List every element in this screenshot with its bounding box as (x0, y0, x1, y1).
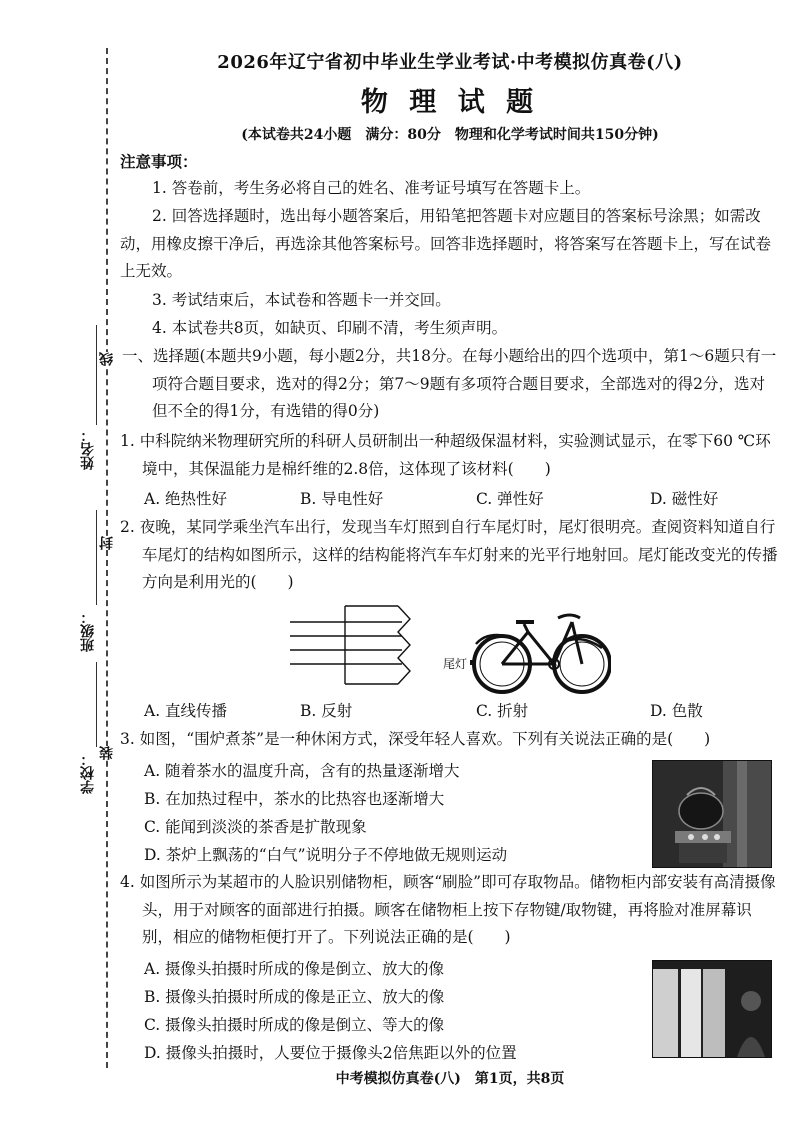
question-1-option-d[interactable]: D. 磁性好 (650, 490, 719, 508)
tail-light-label: 尾灯 (443, 657, 468, 671)
section-1-heading: 一、选择题(本题共9小题，每小题2分，共18分。在每小题给出的四个选项中，第1～6题只有一项符合题目要求，选对的得2分；第7～9题有多项符合题目要求，全部选对的得2分，选对但不全的得1分，有选错的得0分) (122, 347, 777, 420)
question-4-option-b[interactable]: B. 摄像头拍摄时所成的像是正立、放大的像 (144, 988, 445, 1006)
exam-title: 2026年辽宁省初中毕业生学业考试·中考模拟仿真卷(八) (217, 52, 683, 73)
question-2-stem: 2. 夜晚，某同学乘坐汽车出行，发现当车灯照到自行车尾灯时，尾灯很明亮。查阅资料知道自行车尾灯的结构如图所示，这样的结构能将汽车车灯射来的光平行地射回。尾灯能改变光的传播方向是利用光的( ) (120, 518, 778, 591)
question-1-option-a[interactable]: A. 绝热性好 (144, 490, 228, 508)
binding-mark-seal: 封 (99, 536, 115, 550)
school-blank[interactable] (96, 662, 97, 747)
question-4-option-d[interactable]: D. 摄像头拍摄时，人要位于摄像头2倍焦距以外的位置 (144, 1044, 517, 1062)
question-2-option-a[interactable]: A. 直线传播 (144, 702, 228, 720)
question-1-option-c[interactable]: C. 弹性好 (476, 490, 544, 508)
class-blank[interactable] (96, 510, 97, 605)
binding-margin (0, 0, 125, 1131)
page-footer: 中考模拟仿真卷(八) 第1页，共8页 (335, 1071, 565, 1087)
notice-heading: 注意事项： (120, 152, 198, 171)
question-2-option-d[interactable]: D. 色散 (650, 702, 703, 720)
binding-mark-tie: 装 (99, 746, 115, 760)
class-label: 班级： (80, 610, 96, 652)
question-2-option-b[interactable]: B. 反射 (300, 702, 353, 720)
subject-title: 物 理 试 题 (360, 87, 540, 118)
question-4-stem: 4. 如图所示为某超市的人脸识别储物柜，顾客“刷脸”即可存取物品。储物柜内部安装有高清摄像头，用于对顾客的面部进行拍摄。顾客在储物柜上按下存物键/取物键，再将脸对准屏幕识别，相应的储物柜便打开了。下列说法正确的是( ) (120, 873, 776, 946)
school-label: 学校： (80, 752, 96, 794)
question-3-option-b[interactable]: B. 在加热过程中，茶水的比热容也逐渐增大 (144, 790, 445, 808)
question-3-option-a[interactable]: A. 随着茶水的温度升高，含有的热量逐渐增大 (144, 762, 460, 780)
reflector-diagram (290, 600, 420, 690)
name-label: 姓名： (80, 428, 96, 470)
question-2-option-c[interactable]: C. 折射 (476, 702, 529, 720)
question-4-option-c[interactable]: C. 摄像头拍摄时所成的像是倒立、等大的像 (144, 1016, 445, 1034)
binding-dashed-line (106, 48, 108, 1068)
notice-item-1: 1. 答卷前，考生务必将自己的姓名、准考证号填写在答题卡上。 (152, 179, 591, 197)
exam-info: (本试卷共24小题 满分：80分 物理和化学考试时间共150分钟) (241, 127, 659, 143)
notice-item-4: 4. 本试卷共8页，如缺页、印刷不清，考生须声明。 (152, 319, 508, 337)
name-blank[interactable] (96, 325, 97, 425)
question-4-option-a[interactable]: A. 摄像头拍摄时所成的像是倒立、放大的像 (144, 960, 445, 978)
question-3-stem: 3. 如图，“围炉煮茶”是一种休闲方式，深受年轻人喜欢。下列有关说法正确的是( ) (120, 730, 711, 748)
notice-item-2: 2. 回答选择题时，选出每小题答案后，用铅笔把答题卡对应题目的答案标号涂黑；如需改动，用橡皮擦干净后，再选涂其他答案标号。回答非选择题时，将答案写在答题卡上，写在试卷上无效。 (120, 207, 772, 280)
binding-mark-line: 线 (99, 352, 115, 366)
tea-stove-photo (652, 760, 772, 868)
question-1-option-b[interactable]: B. 导电性好 (300, 490, 384, 508)
face-recognition-locker-photo (652, 960, 772, 1058)
question-1-stem: 1. 中科院纳米物理研究所的科研人员研制出一种超级保温材料，实验测试显示，在零下60 ℃环境中，其保温能力是棉纤维的2.8倍，这体现了该材料( ) (120, 432, 771, 478)
notice-item-3: 3. 考试结束后，本试卷和答题卡一并交回。 (152, 291, 451, 309)
bicycle-illustration (446, 604, 611, 696)
question-3-option-d[interactable]: D. 茶炉上飘荡的“白气”说明分子不停地做无规则运动 (144, 846, 508, 864)
question-3-option-c[interactable]: C. 能闻到淡淡的茶香是扩散现象 (144, 818, 367, 836)
